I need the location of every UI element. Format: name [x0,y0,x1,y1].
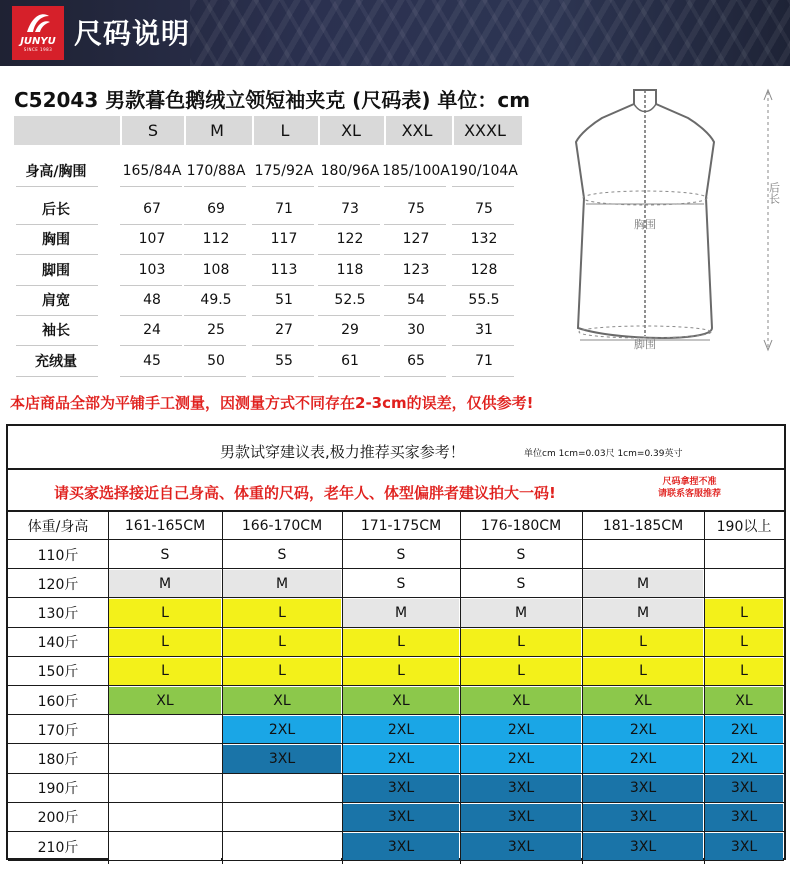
weight-label: 170斤 [37,722,79,739]
chest-label: 胸围 [634,218,656,231]
size-cell: 118 [336,262,364,278]
size-header-divider [184,116,186,145]
size-row-label: 充绒量 [35,354,77,370]
size-row-label: 肩宽 [42,293,70,309]
cell-rule [384,186,446,187]
product-heading: C52043 男款暮色鹅绒立领短袖夹克 (尺码表) 单位：cm [14,88,531,112]
size-cell: 55.5 [468,292,500,308]
size-recommendation-cell: S [223,541,341,568]
size-recommendation-cell: 3XL [343,833,459,860]
size-header-divider [120,116,122,145]
size-cell: 132 [470,231,498,247]
size-recommendation-cell: 2XL [343,716,459,743]
weight-label: 190斤 [37,781,79,798]
cell-rule [452,186,514,187]
grid-row-line [8,860,784,861]
size-cell: 29 [341,322,359,338]
size-recommendation-cell [705,570,783,597]
size-recommendation-cell: M [583,570,703,597]
size-cell: 67 [143,201,161,217]
grid-row-line [8,539,784,540]
size-row-label: 袖长 [42,323,70,339]
size-recommendation-cell: 3XL [583,833,703,860]
recommend-title: 男款试穿建议表,极力推荐买家参考！ [220,443,465,461]
weight-label: 200斤 [37,810,79,827]
height-range-header: 166-170CM [241,518,323,534]
height-range-header: 181-185CM [602,518,684,534]
size-recommendation-cell: L [461,658,581,685]
size-header-xl: XL [341,121,361,140]
size-cell: 27 [275,322,293,338]
unit-note: 单位cm 1cm=0.03尺 1cm=0.39英寸 [524,449,683,459]
size-recommendation-cell: L [109,629,221,656]
size-recommendation-cell: L [461,629,581,656]
customer-service-note [658,476,721,500]
weight-label: 150斤 [37,664,79,681]
size-recommendation-cell: 3XL [343,804,459,831]
size-recommendation-cell: L [343,658,459,685]
measurement-notice: 本店商品全部为平铺手工测量，因测量方式不同存在2-3cm的误差，仅供参考! [10,394,534,412]
size-cell: 170/88A [186,163,246,179]
brand-name: JUNYU [20,36,56,47]
size-recommendation-cell: 2XL [461,745,581,772]
size-cell: 52.5 [334,292,366,308]
size-recommendation-cell: 3XL [705,775,783,802]
size-cell: 75 [407,201,425,217]
size-cell: 71 [475,353,493,369]
size-recommendation-cell: L [223,599,341,626]
grid-row-line [8,714,784,715]
grid-row-line [8,568,784,569]
size-recommendation-cell: 3XL [223,745,341,772]
size-recommendation-cell: S [109,541,221,568]
cell-rule [184,186,246,187]
size-recommendation-cell: 2XL [223,716,341,743]
height-range-header: 171-175CM [360,518,442,534]
side-note-line-2: 请联系客服推荐 [658,489,722,499]
size-cell: 165/84A [122,163,182,179]
size-recommendation-cell: L [705,658,783,685]
cell-rule [384,376,446,377]
size-recommendation-cell: XL [583,687,703,714]
size-cell: 51 [275,292,293,308]
height-range-header: 176-180CM [480,518,562,534]
size-header-divider [452,116,454,145]
size-recommendation-cell: 2XL [583,745,703,772]
size-recommendation-cell: L [705,599,783,626]
row-rule [16,376,98,377]
vest-diagram [562,78,788,360]
size-recommendation-cell [109,833,221,860]
size-cell: 185/100A [382,163,450,179]
size-recommendation-cell: L [109,658,221,685]
size-cell: 103 [138,262,166,278]
grid-col-line [460,512,461,864]
size-recommendation-cell: S [461,570,581,597]
size-recommendation-cell: XL [461,687,581,714]
size-recommendation-cell: 3XL [461,775,581,802]
grid-row-line [8,627,784,628]
size-recommendation-cell: M [461,599,581,626]
size-recommendation-cell: 3XL [705,804,783,831]
size-recommendation-cell: 3XL [343,775,459,802]
size-recommendation-cell: 3XL [461,833,581,860]
size-cell: 75 [475,201,493,217]
cell-rule [120,186,182,187]
title-divider [8,468,784,470]
size-recommendation-cell [109,745,221,772]
weight-label: 130斤 [37,605,79,622]
size-cell: 113 [270,262,298,278]
size-cell: 61 [341,353,359,369]
size-recommendation-cell: 2XL [461,716,581,743]
size-cell: 69 [207,201,225,217]
size-header-xxxl: XXXL [464,121,506,140]
size-recommendation-cell: M [109,570,221,597]
size-cell: 54 [407,292,425,308]
grid-col-line [108,512,109,864]
size-recommendation-cell: M [343,599,459,626]
size-recommendation-cell [109,716,221,743]
size-recommendation-cell [705,541,783,568]
size-cell: 108 [202,262,230,278]
size-recommendation-cell: L [583,658,703,685]
grid-row-line [8,685,784,686]
size-cell: 180/96A [320,163,380,179]
cell-rule [318,376,380,377]
grid-col-line [342,512,343,864]
size-cell: 117 [270,231,298,247]
size-recommendation-cell [223,833,341,860]
size-row-label: 脚围 [42,263,70,279]
cell-rule [452,376,514,377]
size-recommendation-cell [223,775,341,802]
grid-row-line [8,743,784,744]
size-recommendation-cell: XL [343,687,459,714]
grid-col-line [222,512,223,864]
size-cell: 71 [275,201,293,217]
size-cell: 55 [275,353,293,369]
height-range-header: 161-165CM [124,518,206,534]
size-cell: 123 [402,262,430,278]
size-recommendation-cell: L [109,599,221,626]
size-cell: 65 [407,353,425,369]
cell-rule [120,376,182,377]
hem-label: 脚围 [634,338,656,351]
size-cell: 127 [402,231,430,247]
grid-row-line [8,802,784,803]
size-recommendation-cell: L [223,658,341,685]
size-cell: 48 [143,292,161,308]
size-cell: 25 [207,322,225,338]
size-recommendation-cell: L [223,629,341,656]
weight-label: 110斤 [37,547,79,564]
size-recommendation-cell: 2XL [705,745,783,772]
size-row-label: 胸围 [42,232,70,248]
grid-row-line [8,831,784,832]
weight-label: 180斤 [37,751,79,768]
size-recommendation-cell: 2XL [343,745,459,772]
banner-rope-texture [190,0,790,66]
size-recommendation-cell: L [583,629,703,656]
grid-col-line [582,512,583,864]
weight-label: 210斤 [37,839,79,856]
fit-recommendation-table [6,424,786,860]
size-cell: 112 [202,231,230,247]
size-recommendation-cell: L [705,629,783,656]
size-recommendation-cell: 3XL [583,775,703,802]
size-header-m: M [210,121,224,140]
size-recommendation-cell: M [583,599,703,626]
grid-row-line [8,656,784,657]
weight-label: 160斤 [37,693,79,710]
size-cell: 190/104A [450,163,518,179]
recommend-advice: 请买家选择接近自己身高、体重的尺码，老年人、体型偏胖者建议拍大一码! [54,484,556,502]
size-header-divider [384,116,386,145]
size-cell: 49.5 [200,292,232,308]
size-recommendation-cell [223,804,341,831]
header-banner [0,0,790,66]
size-cell: 175/92A [254,163,314,179]
size-recommendation-cell: 3XL [583,804,703,831]
size-recommendation-cell: 2XL [705,716,783,743]
size-recommendation-cell [109,775,221,802]
size-row-label: 身高/胸围 [25,164,87,180]
size-cell: 24 [143,322,161,338]
size-recommendation-cell: 3XL [705,833,783,860]
size-cell: 73 [341,201,359,217]
size-recommendation-cell: 3XL [461,804,581,831]
back-length-label: 后长 [767,182,781,204]
size-recommendation-cell [583,541,703,568]
size-recommendation-cell: S [343,541,459,568]
cell-rule [252,376,314,377]
height-range-header: 190以上 [716,519,772,535]
grid-col-line [704,512,705,864]
grid-row-line [8,773,784,774]
weight-label: 140斤 [37,635,79,652]
size-cell: 45 [143,353,161,369]
size-recommendation-cell: 2XL [583,716,703,743]
size-recommendation-cell: S [343,570,459,597]
size-cell: 128 [470,262,498,278]
size-row-label: 后长 [42,202,70,218]
grid-row-line [8,597,784,598]
side-note-line-1: 尺码拿捏不准 [662,477,717,487]
size-cell: 122 [336,231,364,247]
size-recommendation-cell [109,804,221,831]
banner-title: 尺码说明 [74,17,191,50]
brand-since: SINCE 1983 [23,47,53,52]
size-recommendation-cell: S [461,541,581,568]
size-header-xxl: XXL [401,121,433,140]
size-cell: 31 [475,322,493,338]
size-recommendation-cell: XL [223,687,341,714]
size-cell: 50 [207,353,225,369]
size-cell: 30 [407,322,425,338]
cell-rule [252,186,314,187]
size-recommendation-cell: L [343,629,459,656]
cell-rule [318,186,380,187]
corner-label: 体重/身高 [27,519,89,535]
brand-mark-icon [23,10,53,36]
size-cell: 107 [138,231,166,247]
size-header-l: L [280,121,290,140]
size-header-divider [318,116,320,145]
weight-label: 120斤 [37,576,79,593]
cell-rule [184,376,246,377]
row-rule [16,186,98,187]
size-header-s: S [147,121,159,140]
size-recommendation-cell: XL [109,687,221,714]
size-header-divider [252,116,254,145]
size-recommendation-cell: XL [705,687,783,714]
size-recommendation-cell: M [223,570,341,597]
brand-logo [12,6,64,60]
